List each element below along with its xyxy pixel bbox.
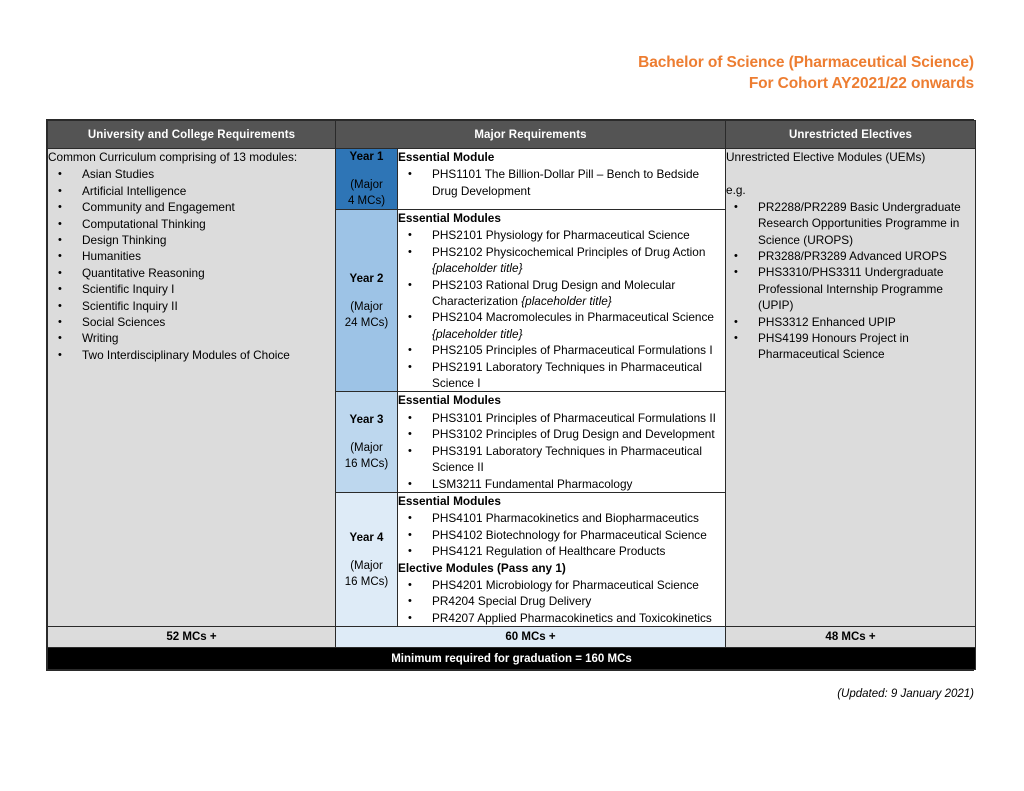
module-group-heading: Essential Module — [398, 150, 495, 164]
year-4-name: Year 4 — [349, 531, 384, 544]
year-label-year-2 — [336, 210, 398, 392]
year-1-mcs-line2: 4 MCs) — [347, 195, 386, 207]
year-4-gap — [336, 546, 397, 558]
module-placeholder-title: {placeholder title} — [521, 294, 612, 309]
table-row-year-1 — [48, 149, 976, 210]
year-4-mcs-line2: 16 MCs) — [344, 575, 389, 588]
cell-year-2-modules — [398, 210, 726, 392]
year-4-mcs-line1: (Major — [350, 559, 383, 572]
module-item: • PHS1101 The Billion-Dollar Pill – Bench to Bedside Drug Development — [398, 166, 725, 199]
module-item: • PHS2101 Physiology for Pharmaceutical Science — [398, 227, 725, 243]
year-2-mcs-line1: (Major — [350, 300, 383, 313]
curriculum-table — [47, 120, 976, 670]
year-label-year-4 — [336, 492, 398, 626]
module-list — [398, 166, 725, 199]
year-label-year-3 — [336, 392, 398, 492]
header-university-college: University and College Requirements — [48, 121, 336, 149]
module-group-heading: Elective Modules (Pass any 1) — [398, 560, 566, 575]
common-curriculum-lead: Common Curriculum comprising of 13 modules: — [48, 150, 298, 164]
common-curriculum-list — [48, 166, 335, 363]
module-item: • PHS2191 Laboratory Techniques in Pharmaceutical Science I — [398, 359, 725, 392]
uem-item: • PHS3312 Enhanced UPIP — [726, 314, 975, 330]
curriculum-table-wrapper — [46, 119, 974, 671]
common-curriculum-item: • Quantitative Reasoning — [48, 265, 335, 281]
uem-lead: Unrestricted Elective Modules (UEMs) — [726, 150, 926, 164]
uem-eg-label: e.g. — [726, 183, 746, 198]
module-item: • PHS2104 Macromolecules in Pharmaceutical Science {placeholder title} — [398, 309, 725, 342]
uem-item: • PR2288/PR2289 Basic Undergraduate Research Opportunities Programme in Science (UROPS) — [726, 199, 975, 248]
module-item: • PHS4201 Microbiology for Pharmaceutical Science — [398, 577, 725, 593]
common-curriculum-item: • Social Sciences — [48, 314, 335, 330]
header-major-requirements: Major Requirements — [336, 121, 726, 149]
module-item: • PHS3101 Principles of Pharmaceutical Formulations II — [398, 410, 725, 426]
year-1-gap — [336, 165, 397, 177]
total-university-mcs: 52 MCs + — [48, 627, 336, 648]
module-placeholder-title: {placeholder title} — [432, 326, 523, 341]
common-curriculum-item: • Two Interdisciplinary Modules of Choice — [48, 347, 335, 363]
common-curriculum-item: • Asian Studies — [48, 166, 335, 182]
module-item: • PHS2103 Rational Drug Design and Molecular Characterization {placeholder title} — [398, 277, 725, 310]
total-major-mcs: 60 MCs + — [336, 627, 726, 648]
year-1-mcs-line1: (Major — [350, 179, 383, 191]
module-list — [398, 510, 725, 559]
table-row-mc-totals — [48, 627, 976, 648]
common-curriculum-item: • Community and Engagement — [48, 199, 335, 215]
module-list — [398, 227, 725, 391]
year-3-mcs-line1: (Major — [350, 442, 383, 455]
common-curriculum-item: • Scientific Inquiry I — [48, 281, 335, 297]
module-list — [398, 577, 725, 626]
module-list — [398, 410, 725, 492]
module-item: • PR4207 Applied Pharmacokinetics and Toxicokinetics — [398, 610, 725, 626]
cell-year-1-modules — [398, 149, 726, 210]
common-curriculum-item: • Computational Thinking — [48, 216, 335, 232]
common-curriculum-item: • Design Thinking — [48, 232, 335, 248]
year-2-mcs-line2: 24 MCs) — [344, 316, 389, 329]
year-1-name: Year 1 — [349, 151, 384, 163]
module-item: • PHS4102 Biotechnology for Pharmaceutical Science — [398, 527, 725, 543]
module-item: • PHS3102 Principles of Drug Design and Development — [398, 426, 725, 442]
title-line-1: Bachelor of Science (Pharmaceutical Science) — [638, 54, 974, 71]
module-item: • LSM3211 Fundamental Pharmacology — [398, 476, 725, 492]
cell-unrestricted-electives — [726, 149, 976, 627]
common-curriculum-item: • Humanities — [48, 248, 335, 264]
module-item: • PHS3191 Laboratory Techniques in Pharmaceutical Science II — [398, 443, 725, 476]
uem-item: • PHS3310/PHS3311 Undergraduate Professional Internship Programme (UPIP) — [726, 264, 975, 313]
table-header-row — [48, 121, 976, 149]
module-group-heading: Essential Modules — [398, 393, 501, 408]
year-3-gap — [336, 428, 397, 440]
cell-year-3-modules — [398, 392, 726, 492]
module-group-heading: Essential Modules — [398, 211, 501, 225]
total-electives-mcs: 48 MCs + — [726, 627, 976, 648]
uem-list — [726, 199, 975, 363]
year-2-gap — [336, 287, 397, 299]
year-label-year-1 — [336, 149, 398, 210]
module-item: • PR4204 Special Drug Delivery — [398, 593, 725, 609]
common-curriculum-item: • Writing — [48, 330, 335, 346]
year-3-name: Year 3 — [349, 414, 384, 427]
module-item: • PHS4101 Pharmacokinetics and Biopharmaceutics — [398, 510, 725, 526]
year-3-mcs-line2: 16 MCs) — [344, 458, 389, 471]
table-row-graduation — [48, 648, 976, 670]
module-placeholder-title: {placeholder title} — [432, 261, 523, 276]
year-2-name: Year 2 — [349, 272, 384, 285]
module-group-heading: Essential Modules — [398, 493, 501, 508]
module-item: • PHS4121 Regulation of Healthcare Products — [398, 543, 725, 559]
title-line-2: For Cohort AY2021/22 onwards — [748, 75, 974, 92]
module-item: • PHS2105 Principles of Pharmaceutical Formulations I — [398, 342, 725, 358]
module-item: • PHS2102 Physicochemical Principles of Drug Action {placeholder title} — [398, 244, 725, 277]
uem-item: • PHS4199 Honours Project in Pharmaceutical Science — [726, 330, 975, 363]
header-unrestricted-electives: Unrestricted Electives — [726, 121, 976, 149]
page-title — [0, 52, 974, 94]
updated-note: (Updated: 9 January 2021) — [837, 688, 974, 700]
cell-university-college — [48, 149, 336, 627]
common-curriculum-item: • Artificial Intelligence — [48, 183, 335, 199]
uem-item: • PR3288/PR3289 Advanced UROPS — [726, 248, 975, 264]
common-curriculum-item: • Scientific Inquiry II — [48, 298, 335, 314]
graduation-requirement-bar: Minimum required for graduation = 160 MCs — [48, 648, 976, 670]
uem-spacer — [726, 166, 975, 182]
cell-year-4-modules — [398, 492, 726, 626]
